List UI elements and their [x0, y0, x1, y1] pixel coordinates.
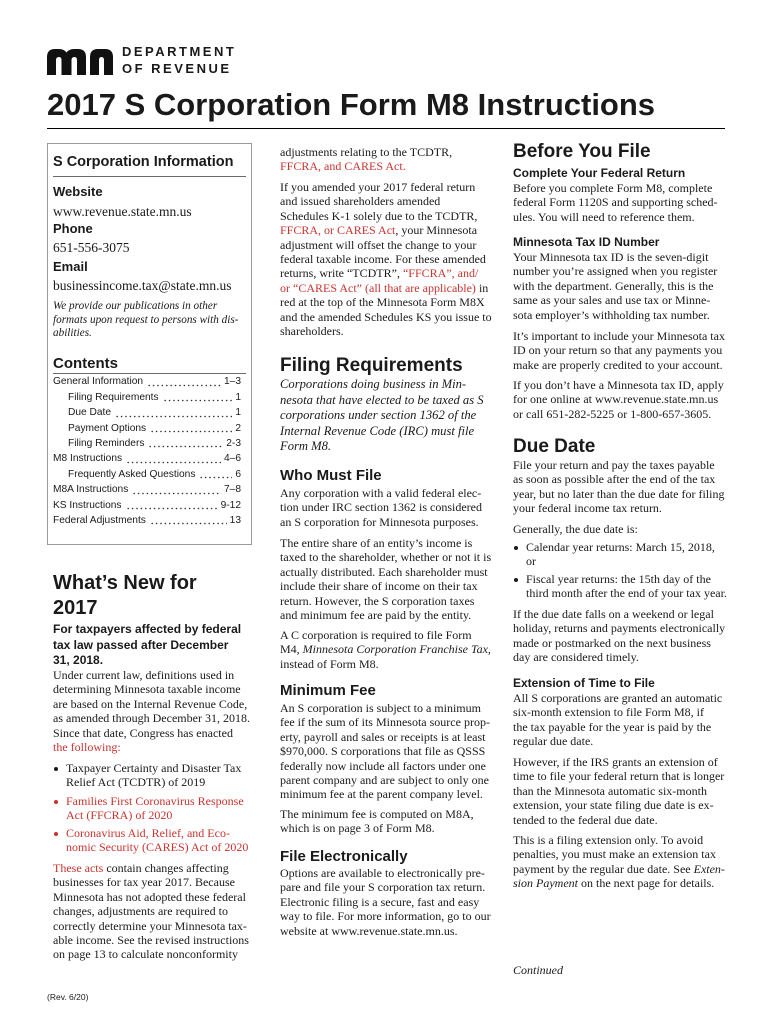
toc-entry [68, 390, 241, 405]
mn-logo-icon [47, 47, 113, 75]
toc-entry [68, 405, 241, 420]
due-date-paragraph-2: Generally, the due date is: [513, 522, 638, 536]
intro-paragraph [280, 145, 452, 174]
amended-return-paragraph [280, 180, 492, 338]
minimum-fee-paragraph-1: An S corporation is subject to a minimum fee if the sum of its Minnesota source prop- erty, payroll and sales or receipts is at least $970,000. S corporations that file as QSSS federally now include all factors under one parent company and are subject to only one minimum fee at the parent company level. [280, 701, 490, 802]
text-segment: If you amended your 2017 federal return and issued shareholders amended Schedules K-1 solely due to the TCDTR, [280, 180, 478, 223]
toc-label: M8 Instructions [53, 453, 123, 465]
form-title-italic: Minnesota Corporation Franchise Tax, [302, 642, 491, 657]
text-segment: contain changes affecting businesses for tax year 2017. Because Minnesota has not adopted these federal changes, adjustments are required to correctly determine your Minnesota tax- able income. See the revised instructions on page 13 to calculate nonconformity [53, 861, 249, 962]
phone-label: Phone [53, 221, 93, 236]
toc-entry [68, 436, 241, 451]
text-segment: This is a filing extension only. To avoid penalties, you must make an extension tax payment by the regular due date. See [513, 833, 716, 876]
who-must-file-heading: Who Must File [280, 467, 382, 484]
toc-pages: 7–8 [224, 484, 241, 496]
toc-entry [68, 421, 241, 436]
list-item [53, 794, 244, 823]
list-item [53, 826, 248, 855]
bullet-icon [54, 767, 58, 771]
toc-leader [163, 390, 233, 405]
extension-paragraph-1: All S corporations are granted an automatic six-month extension to file Form M8, if the tax payable for the year is paid by the regular due date. [513, 691, 723, 749]
toc-pages: 6 [235, 468, 241, 480]
accessibility-note: We provide our publications in other formats upon request to persons with dis- abilities. [53, 300, 239, 339]
department-line-1: DEPARTMENT [122, 44, 237, 59]
who-must-file-paragraph-1: Any corporation with a valid federal elec- tion under IRC section 1362 is considered an S corporation for Minnesota purposes. [280, 486, 482, 529]
toc-label: KS Instructions [53, 499, 122, 511]
contents-heading: Contents [53, 355, 118, 372]
bullet-icon [514, 546, 518, 550]
toc-label: Filing Reminders [68, 437, 145, 449]
extension-paragraph-2: However, if the IRS grants an extension of time to file your federal return that is longer than the Minnesota automatic six-month extension, your state filing due date is ex- tended to the federal due date. [513, 755, 725, 827]
toc-leader [126, 498, 218, 513]
tax-id-paragraph-2: It’s important to include your Minnesota tax ID on your return so that any payments you make are properly credited to your account. [513, 329, 725, 372]
title-divider [47, 128, 725, 129]
highlighted-text: “FFCRA”, and/ or “CARES Act” (all that are applicable) [280, 266, 479, 295]
toc-leader [150, 513, 227, 528]
whats-new-paragraph-2 [53, 861, 249, 962]
minimum-fee-heading: Minimum Fee [280, 682, 376, 699]
phone-value: 651-556-3075 [53, 240, 130, 255]
text-segment: instead of Form M8. [280, 656, 379, 671]
minimum-fee-paragraph-2: The minimum fee is computed on M8A, which is on page 3 of Form M8. [280, 807, 474, 836]
text-segment: in red at the top of the Minnesota Form M8X and the amended Schedules KS you issue to shareholders. [280, 280, 492, 339]
toc-pages: 2 [235, 422, 241, 434]
bullet-icon [54, 832, 58, 836]
toc-entry [53, 498, 241, 513]
info-heading-divider [53, 176, 246, 177]
toc-pages: 1 [235, 391, 241, 403]
file-electronically-heading: File Electronically [280, 848, 408, 865]
before-you-file-heading: Before You File [513, 141, 651, 162]
toc-leader [126, 451, 221, 466]
list-item-text: Taxpayer Certainty and Disaster Tax Relief Act (TCDTR) of 2019 [66, 761, 242, 790]
text-segment: A C corporation is required to file Form M4, [280, 628, 472, 657]
toc-label: General Information [53, 376, 144, 388]
who-must-file-paragraph-3 [280, 628, 491, 671]
toc-leader [199, 467, 232, 482]
list-item [53, 761, 241, 790]
text-segment: on the next page for details. [578, 876, 715, 891]
toc-entry [53, 451, 241, 466]
due-date-paragraph-3: If the due date falls on a weekend or legal holiday, returns and payments electronically made or postmarked on the next business day are considered timely. [513, 607, 726, 665]
department-line-2: OF REVENUE [122, 61, 232, 76]
list-item-text: Fiscal year returns: the 15th day of the third month after the end of your tax year. [526, 572, 727, 601]
tax-id-subheading: Minnesota Tax ID Number [513, 234, 660, 249]
highlighted-text: FFCRA, or CARES Act [280, 223, 396, 238]
toc-entry [53, 482, 241, 497]
extension-paragraph-3 [513, 833, 725, 891]
highlighted-text: the following: [53, 740, 121, 755]
toc-entry [53, 513, 241, 528]
text-segment: adjustments relating to the TCDTR, [280, 145, 453, 159]
extension-subheading: Extension of Time to File [513, 675, 655, 690]
info-heading: S Corporation Information [53, 154, 234, 170]
toc-leader [148, 436, 223, 451]
federal-return-subheading: Complete Your Federal Return [513, 165, 686, 180]
toc-leader [147, 374, 221, 389]
email-label: Email [53, 259, 88, 274]
tax-id-paragraph-3: If you don’t have a Minnesota tax ID, apply for one online at www.revenue.state.mn.us or call 651-282-5225 or 1-800-657-3605. [513, 378, 724, 421]
toc-leader [150, 421, 232, 436]
revision-date: (Rev. 6/20) [47, 992, 89, 1002]
toc-label: Filing Requirements [68, 391, 159, 403]
list-item [513, 572, 727, 601]
toc-label: Federal Adjustments [53, 514, 146, 526]
list-item-text: Families First Coronavirus Response Act (FFCRA) of 2020 [66, 794, 244, 823]
toc-label: Due Date [68, 407, 112, 419]
file-electronically-paragraph: Options are available to electronically pre- pare and file your S corporation tax return. Electronic filing is a secure, fast and easy way to file. For more information, go to our website at www.revenue.state.mn.us. [280, 866, 491, 938]
toc-entry [68, 467, 241, 482]
toc-pages: 1 [235, 407, 241, 419]
email-value: businessincome.tax@state.mn.us [53, 278, 232, 293]
text-segment: Under current law, definitions used in determining Minnesota taxable income are based on the Internal Revenue Code, as amended through December 31, 2018. Since that date, Congress has enacted [53, 668, 250, 740]
whats-new-subheading: For taxpayers affected by federal tax law passed after December 31, 2018. [53, 622, 242, 667]
filing-requirements-heading: Filing Requirements [280, 355, 463, 376]
toc-pages: 9-12 [220, 499, 241, 511]
due-date-heading: Due Date [513, 436, 596, 457]
tax-id-paragraph-1: Your Minnesota tax ID is the seven-digit number you’re assigned when you register with the department. Generally, this is the same as your sales and use tax or Minne- sota employer’s withholding tax number. [513, 250, 718, 322]
toc-leader [115, 405, 232, 420]
list-item [513, 540, 715, 569]
page-title: 2017 S Corporation Form M8 Instructions [47, 87, 656, 122]
website-value: www.revenue.state.mn.us [53, 204, 192, 219]
federal-return-paragraph: Before you complete Form M8, complete federal Form 1120S and supporting sched- ules. You will need to reference them. [513, 181, 718, 224]
toc-pages: 2-3 [226, 437, 241, 449]
whats-new-heading: What’s New for 2017 [53, 571, 197, 619]
bullet-icon [54, 800, 58, 804]
toc-leader [132, 482, 221, 497]
highlighted-text: These acts [53, 861, 104, 875]
toc-entry [53, 374, 241, 389]
toc-pages: 4–6 [224, 453, 241, 465]
text-segment: , your Minnesota adjustment will offset the change to your federal taxable income. For these amended returns, write “TCDTR”, [280, 223, 486, 281]
highlighted-text: FFCRA, and CARES Act. [280, 159, 406, 174]
website-label: Website [53, 184, 103, 199]
list-item-text: Coronavirus Aid, Relief, and Eco- nomic Security (CARES) Act of 2020 [66, 826, 249, 855]
toc-pages: 1–3 [224, 376, 241, 388]
toc-label: Payment Options [68, 422, 147, 434]
continued-note: Continued [513, 963, 563, 977]
filing-requirements-intro: Corporations doing business in Min- nesota that have elected to be taxed as S corporations under section 1362 of the Internal Revenue Code (IRC) must file Form M8. [280, 377, 484, 453]
due-date-paragraph-1: File your return and pay the taxes payable as soon as possible after the end of the tax year, but no later than the due date for filing your federal income tax return. [513, 458, 725, 516]
bullet-icon [514, 578, 518, 582]
toc-label: Frequently Asked Questions [68, 468, 196, 480]
whats-new-paragraph-1 [53, 668, 250, 754]
section-reference-italic: Exten- sion Payment [513, 861, 725, 891]
toc-pages: 13 [229, 514, 241, 526]
list-item-text: Calendar year returns: March 15, 2018, or [526, 540, 715, 569]
who-must-file-paragraph-2: The entire share of an entity’s income is taxed to the shareholder, whether or not it is actually distributed. Each shareholder must include their share of income on their tax return. However, the S corporation taxes and minimum fee are paid by the entity. [280, 536, 492, 623]
toc-label: M8A Instructions [53, 484, 129, 496]
